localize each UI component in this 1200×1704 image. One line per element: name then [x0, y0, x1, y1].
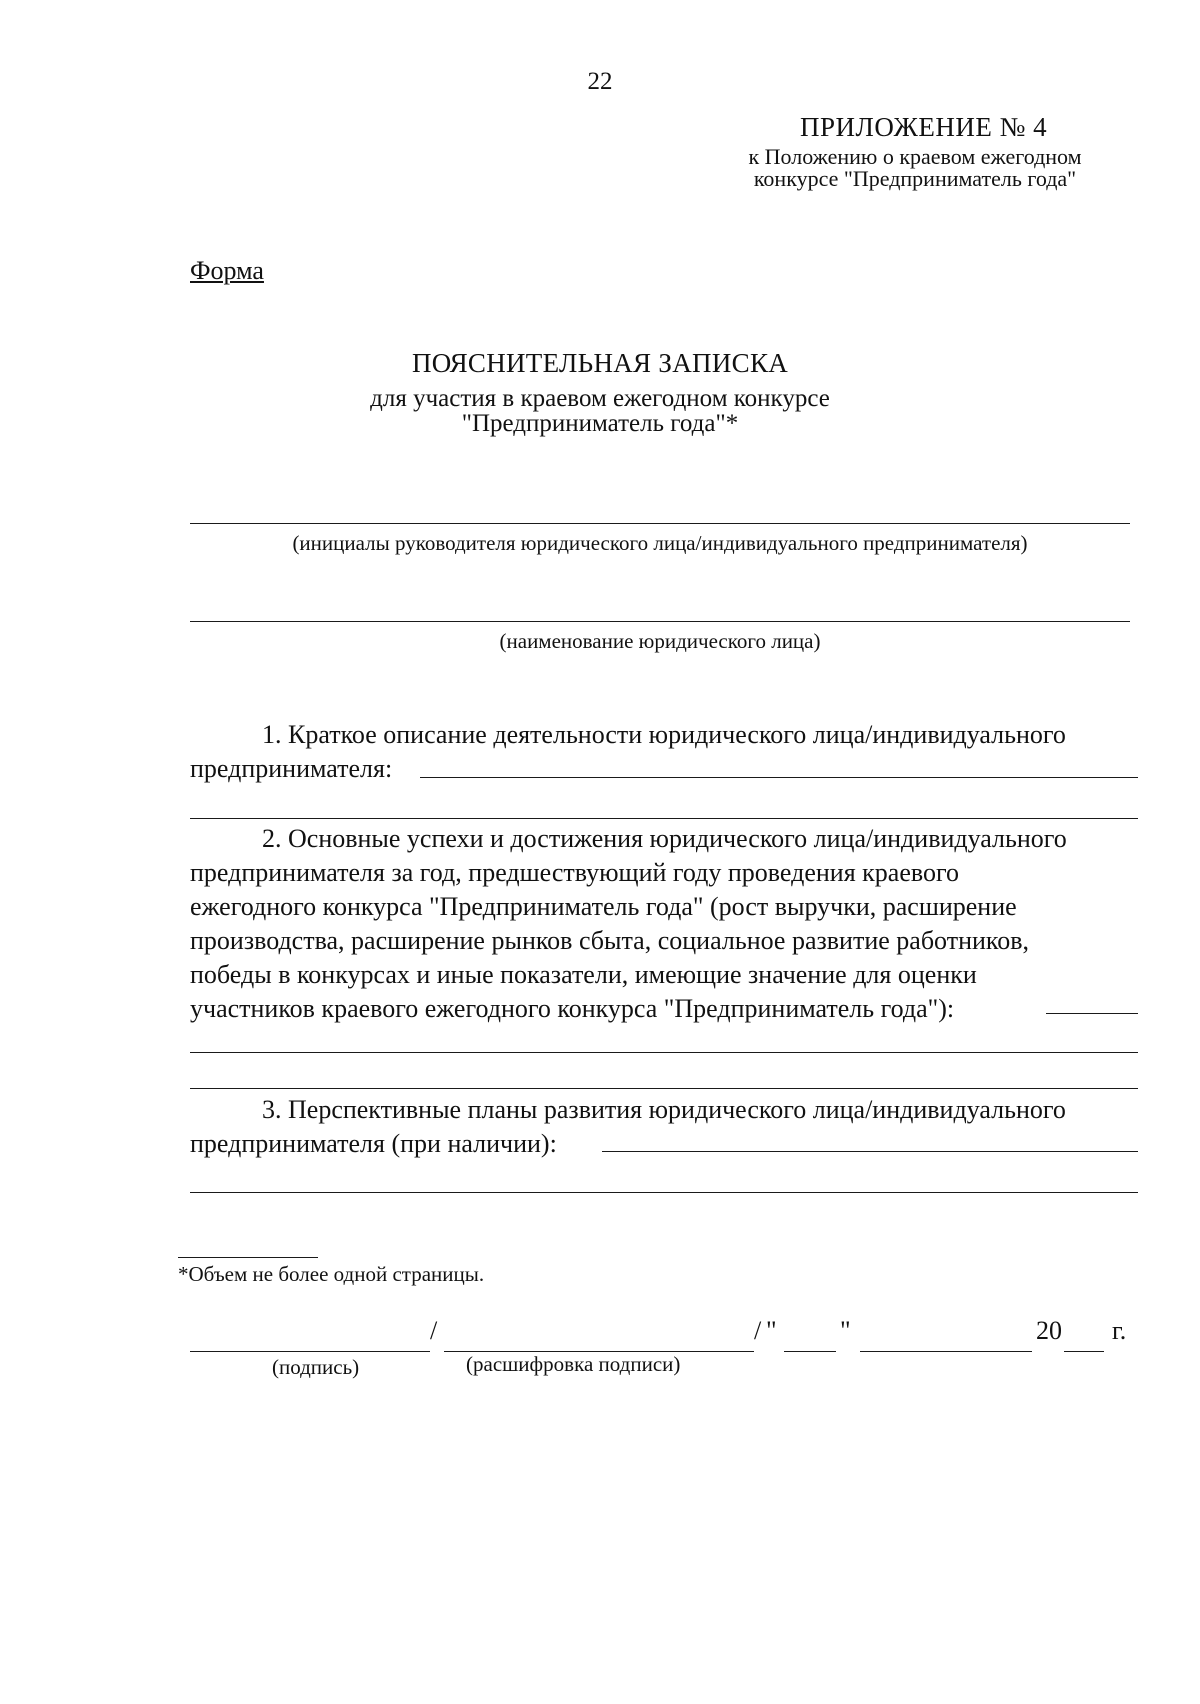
subtitle-line-1: для участия в краевом ежегодном конкурсе	[370, 385, 830, 412]
section-2-line-5: победы в конкурсах и иные показатели, имеющие значение для оценки	[190, 960, 977, 989]
section-2-line-6: участников краевого ежегодного конкурса "Предприниматель года"):	[190, 994, 955, 1023]
form-label: Форма	[190, 256, 264, 285]
head-initials-input-line[interactable]	[190, 523, 1130, 524]
appendix-line-2: конкурсе "Предприниматель года"	[753, 166, 1077, 191]
appendix-title: ПРИЛОЖЕНИЕ № 4	[800, 112, 1048, 142]
page-number: 22	[587, 68, 613, 95]
section-3-answer-line-1[interactable]	[602, 1151, 1138, 1152]
section-1-line-1: 1. Краткое описание деятельности юридического лица/индивидуального	[262, 720, 1066, 749]
section-3-line-2: предпринимателя (при наличии):	[190, 1129, 557, 1158]
section-1-answer-line-1[interactable]	[420, 777, 1138, 778]
footnote: *Объем не более одной страницы.	[178, 1262, 485, 1286]
footnote-separator	[178, 1257, 318, 1258]
legal-entity-input-line[interactable]	[190, 621, 1130, 622]
date-year-input-line[interactable]	[1064, 1351, 1104, 1352]
date-month-input-line[interactable]	[860, 1351, 1032, 1352]
section-1	[190, 718, 1138, 786]
section-2-line-4: производства, расширение рынков сбыта, социальное развитие работников,	[190, 926, 1029, 955]
document-title: ПОЯСНИТЕЛЬНАЯ ЗАПИСКА	[411, 348, 789, 378]
subtitle-line-2: "Предприниматель года"*	[461, 410, 739, 437]
section-2-line-1: 2. Основные успехи и достижения юридического лица/индивидуального	[262, 824, 1067, 853]
date-quote-open: "	[766, 1316, 777, 1345]
signature-input-line[interactable]	[190, 1351, 430, 1352]
section-2-answer-line-2[interactable]	[190, 1052, 1138, 1053]
date-year-suffix: г.	[1112, 1316, 1127, 1345]
head-initials-caption: (инициалы руководителя юридического лица/индивидуального предпринимателя)	[292, 531, 1028, 555]
section-2-line-3: ежегодного конкурса "Предприниматель года" (рост выручки, расширение	[190, 892, 1017, 921]
section-2	[190, 822, 1138, 1026]
section-1-answer-line-2[interactable]	[190, 818, 1138, 819]
section-2-answer-line-1[interactable]	[1046, 1013, 1138, 1014]
signature-slash-1: /	[430, 1316, 438, 1345]
signature-decoding-caption: (расшифровка подписи)	[466, 1352, 681, 1376]
signature-slash-2: /	[754, 1316, 762, 1345]
section-3-answer-line-2[interactable]	[190, 1192, 1138, 1193]
document-subtitle	[0, 386, 1200, 436]
legal-entity-caption: (наименование юридического лица)	[499, 629, 821, 653]
date-day-input-line[interactable]	[784, 1351, 836, 1352]
date-year-prefix: 20	[1036, 1316, 1062, 1345]
section-2-line-2: предпринимателя за год, предшествующий году проведения краевого	[190, 858, 960, 887]
section-3-line-1: 3. Перспективные планы развития юридического лица/индивидуального	[262, 1095, 1066, 1124]
appendix-line-1: к Положению о краевом ежегодном	[748, 144, 1082, 169]
appendix-subtitle	[700, 146, 1130, 190]
section-1-line-2: предпринимателя:	[190, 754, 393, 783]
signature-caption: (подпись)	[272, 1355, 360, 1379]
section-2-answer-line-3[interactable]	[190, 1088, 1138, 1089]
date-quote-close: "	[840, 1316, 851, 1345]
